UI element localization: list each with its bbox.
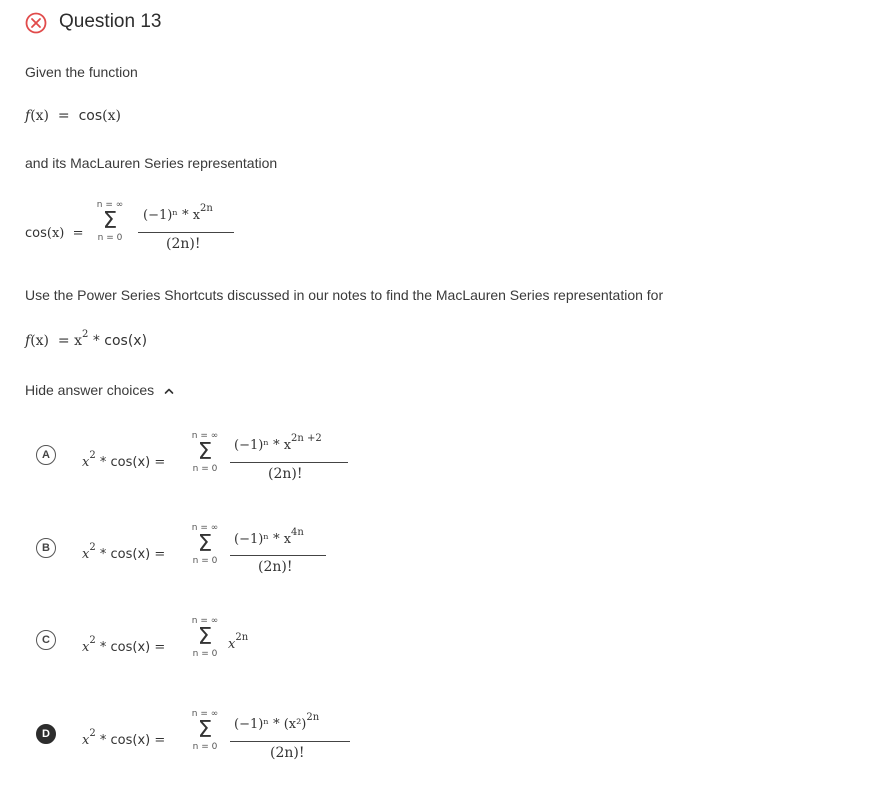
choice-a-numerator: $(-1)^n * x^{2n +2}$ xyxy=(234,433,322,453)
chevron-up-icon xyxy=(164,387,174,395)
choice-b-numerator: $(-1)^n * x^{4n}$ xyxy=(234,527,304,547)
choice-b-sigma: n = ∞ Σ n = 0 xyxy=(191,523,219,566)
function-definition: f(x) = cos(x) xyxy=(25,108,121,124)
question-title: Question 13 xyxy=(59,11,162,32)
choice-a-sigma: n = ∞ Σ n = 0 xyxy=(191,431,219,474)
choice-c-sigma: n = ∞ Σ n = 0 xyxy=(191,616,219,659)
toggle-label: Hide answer choices xyxy=(25,382,155,398)
choice-b-denominator: (2n)! xyxy=(258,559,293,575)
choice-a-letter[interactable]: A xyxy=(36,445,56,465)
target-function: $f(x) = x^2 * \cos(x)$ xyxy=(25,329,148,349)
choice-d-numerator: $(-1)^n * (x^2)^{2n}$ xyxy=(234,712,320,732)
given-text: Given the function xyxy=(25,64,138,80)
choice-b-letter[interactable]: B xyxy=(36,538,56,558)
series-numerator: $(-1)^n * x^{2n}$ xyxy=(143,203,213,223)
choice-d-denominator: (2n)! xyxy=(270,745,305,761)
choice-d-sigma: n = ∞ Σ n = 0 xyxy=(191,709,219,752)
series-text: and its MacLauren Series representation xyxy=(25,155,278,171)
choice-a-denominator: (2n)! xyxy=(268,466,303,482)
x-circle-icon xyxy=(25,12,47,34)
hide-answer-choices-toggle[interactable] xyxy=(25,382,174,398)
choice-a-lhs: $x^2 * \cos(x)$ = xyxy=(82,450,166,470)
choice-c-letter[interactable]: C xyxy=(36,630,56,650)
choice-b-lhs: $x^2 * \cos(x)$ = xyxy=(82,542,166,562)
choice-c-term: $x^{2n}$ xyxy=(228,632,249,652)
choice-c-lhs: $x^2 * \cos(x)$ = xyxy=(82,635,166,655)
series-denominator: (2n)! xyxy=(166,236,201,252)
choice-d-letter[interactable]: D xyxy=(36,724,56,744)
sigma-symbol: n = ∞ Σ n = 0 xyxy=(96,200,124,243)
instruction-text: Use the Power Series Shortcuts discussed in our notes to find the MacLauren Series representation for xyxy=(25,287,664,303)
choice-d-lhs: $x^2 * \cos(x)$ = xyxy=(82,728,166,748)
